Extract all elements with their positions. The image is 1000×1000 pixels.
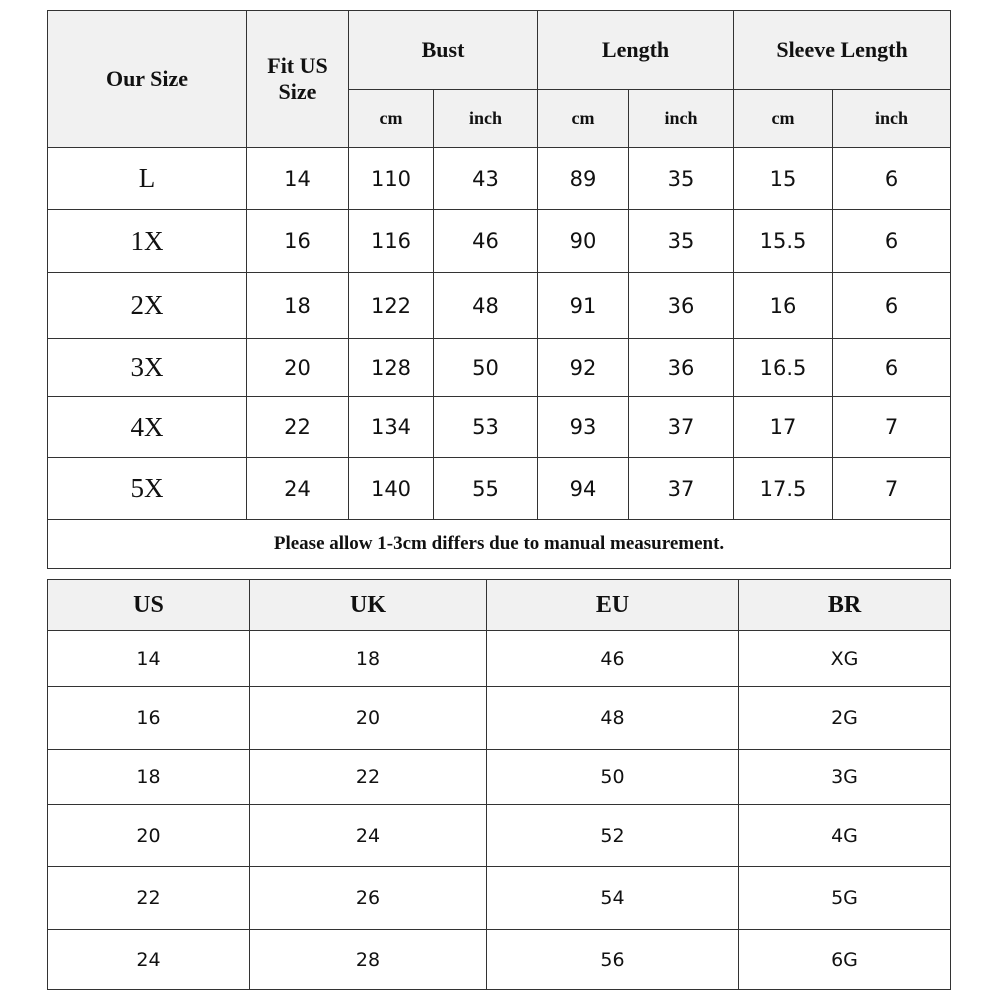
header-bust-cm: cm xyxy=(349,90,434,148)
header-bust: Bust xyxy=(349,11,538,90)
sleeve-inch-value: 6 xyxy=(833,339,951,397)
table-row xyxy=(48,687,951,750)
uk-value: 28 xyxy=(250,930,487,990)
us-value: 14 xyxy=(48,631,250,687)
header-br: BR xyxy=(739,580,951,631)
sleeve-cm-value: 15.5 xyxy=(734,210,833,273)
table-row xyxy=(48,339,951,397)
length-cm-value: 93 xyxy=(538,397,629,458)
table-row xyxy=(48,750,951,805)
us-value: 24 xyxy=(48,930,250,990)
bust-inch-value: 53 xyxy=(434,397,538,458)
size-label: 5X xyxy=(48,458,247,520)
eu-value: 50 xyxy=(487,750,739,805)
sleeve-inch-value: 6 xyxy=(833,210,951,273)
fit-us-value: 16 xyxy=(247,210,349,273)
length-inch-value: 37 xyxy=(629,458,734,520)
bust-inch-value: 46 xyxy=(434,210,538,273)
table-row xyxy=(48,930,951,990)
length-cm-value: 92 xyxy=(538,339,629,397)
uk-value: 22 xyxy=(250,750,487,805)
sleeve-cm-value: 17 xyxy=(734,397,833,458)
fit-us-value: 22 xyxy=(247,397,349,458)
size-chart-table xyxy=(47,10,951,569)
header-fit-us-line2: Size xyxy=(278,79,317,104)
size-label: 4X xyxy=(48,397,247,458)
bust-inch-value: 55 xyxy=(434,458,538,520)
header-sleeve-inch: inch xyxy=(833,90,951,148)
header-sleeve-length: Sleeve Length xyxy=(734,11,951,90)
us-value: 20 xyxy=(48,805,250,867)
length-inch-value: 37 xyxy=(629,397,734,458)
br-value: 4G xyxy=(739,805,951,867)
header-sleeve-cm: cm xyxy=(734,90,833,148)
bust-inch-value: 50 xyxy=(434,339,538,397)
table-row xyxy=(48,397,951,458)
eu-value: 52 xyxy=(487,805,739,867)
length-cm-value: 94 xyxy=(538,458,629,520)
size-label: L xyxy=(48,148,247,210)
sleeve-cm-value: 17.5 xyxy=(734,458,833,520)
length-inch-value: 35 xyxy=(629,210,734,273)
header-us: US xyxy=(48,580,250,631)
header-fit-us-size xyxy=(247,11,349,148)
br-value: XG xyxy=(739,631,951,687)
header-length-cm: cm xyxy=(538,90,629,148)
length-cm-value: 90 xyxy=(538,210,629,273)
uk-value: 20 xyxy=(250,687,487,750)
bust-inch-value: 48 xyxy=(434,273,538,339)
measurement-note: Please allow 1-3cm differs due to manual measurement. xyxy=(48,520,951,569)
sleeve-inch-value: 6 xyxy=(833,148,951,210)
br-value: 2G xyxy=(739,687,951,750)
bust-cm-value: 116 xyxy=(349,210,434,273)
table-row xyxy=(48,148,951,210)
bust-cm-value: 134 xyxy=(349,397,434,458)
table-row xyxy=(48,458,951,520)
header-eu: EU xyxy=(487,580,739,631)
bust-cm-value: 122 xyxy=(349,273,434,339)
length-inch-value: 35 xyxy=(629,148,734,210)
header-length: Length xyxy=(538,11,734,90)
eu-value: 46 xyxy=(487,631,739,687)
eu-value: 54 xyxy=(487,867,739,930)
fit-us-value: 14 xyxy=(247,148,349,210)
sleeve-inch-value: 7 xyxy=(833,397,951,458)
length-inch-value: 36 xyxy=(629,273,734,339)
bust-cm-value: 128 xyxy=(349,339,434,397)
br-value: 5G xyxy=(739,867,951,930)
uk-value: 18 xyxy=(250,631,487,687)
bust-cm-value: 140 xyxy=(349,458,434,520)
bust-cm-value: 110 xyxy=(349,148,434,210)
bust-inch-value: 43 xyxy=(434,148,538,210)
header-uk: UK xyxy=(250,580,487,631)
header-bust-inch: inch xyxy=(434,90,538,148)
size-conversion-table xyxy=(47,579,951,990)
us-value: 22 xyxy=(48,867,250,930)
table-row xyxy=(48,210,951,273)
table-row xyxy=(48,273,951,339)
sleeve-inch-value: 6 xyxy=(833,273,951,339)
eu-value: 56 xyxy=(487,930,739,990)
header-length-inch: inch xyxy=(629,90,734,148)
eu-value: 48 xyxy=(487,687,739,750)
size-label: 2X xyxy=(48,273,247,339)
table-row xyxy=(48,631,951,687)
us-value: 18 xyxy=(48,750,250,805)
sleeve-cm-value: 16 xyxy=(734,273,833,339)
fit-us-value: 20 xyxy=(247,339,349,397)
sleeve-cm-value: 16.5 xyxy=(734,339,833,397)
size-label: 1X xyxy=(48,210,247,273)
uk-value: 26 xyxy=(250,867,487,930)
us-value: 16 xyxy=(48,687,250,750)
size-label: 3X xyxy=(48,339,247,397)
table-row xyxy=(48,805,951,867)
length-inch-value: 36 xyxy=(629,339,734,397)
header-our-size: Our Size xyxy=(48,11,247,148)
br-value: 3G xyxy=(739,750,951,805)
length-cm-value: 91 xyxy=(538,273,629,339)
fit-us-value: 24 xyxy=(247,458,349,520)
fit-us-value: 18 xyxy=(247,273,349,339)
length-cm-value: 89 xyxy=(538,148,629,210)
uk-value: 24 xyxy=(250,805,487,867)
header-fit-us-line1: Fit US xyxy=(267,53,328,78)
br-value: 6G xyxy=(739,930,951,990)
table-row xyxy=(48,867,951,930)
sleeve-cm-value: 15 xyxy=(734,148,833,210)
sleeve-inch-value: 7 xyxy=(833,458,951,520)
